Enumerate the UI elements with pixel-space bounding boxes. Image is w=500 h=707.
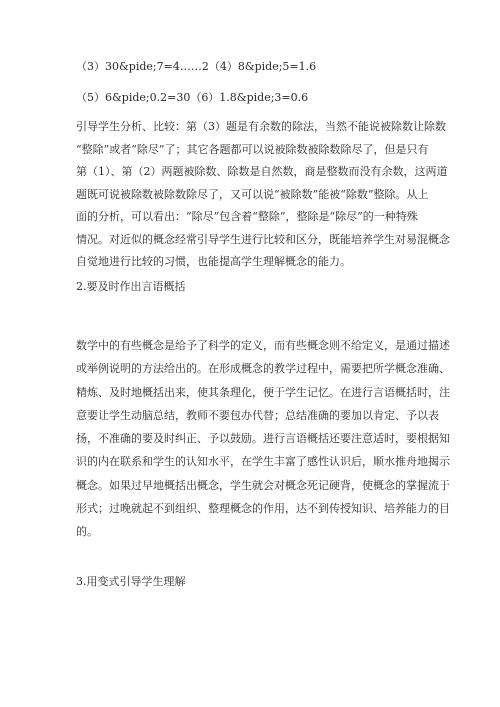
text-line: “整除”或者“除尽”了；其它各题都可以说被除数被除数除尽了，但是只有 bbox=[76, 142, 429, 156]
text-line: 意要让学生动脑总结，教师不要包办代替；总结准确的要加以肯定、予以表 bbox=[76, 408, 439, 422]
text-line: 情况。对近似的概念经常引导学生进行比较和区分，既能培养学生对易混概念 bbox=[76, 232, 450, 246]
text-line: 扬，不准确的要及时纠正、予以鼓励。进行言语概括还要注意适时，要根据知 bbox=[76, 432, 450, 446]
text-line: 面的分析，可以看出：“除尽”包含着“整除”，整除是“除尽”的一种特殊 bbox=[76, 210, 418, 223]
paragraph-analysis bbox=[76, 120, 450, 278]
text-line: 引导学生分析、比较：第（3）题是有余数的除法，当然不能说被除数让除数 bbox=[76, 120, 446, 133]
text-line: 概念。如果过早地概括出概念，学生就会对概念死记硬背，使概念的掌握流于 bbox=[76, 478, 450, 492]
text-line: 自觉地进行比较的习惯，也能提高学生理解概念的能力。 bbox=[76, 255, 351, 268]
section-heading-3: 3.用变式引导学生理解 bbox=[76, 575, 186, 588]
text-line: 形式；过晚就起不到组织、整理概念的作用，达不到传授知识、培养能力的目 bbox=[76, 502, 450, 516]
paragraph-summarization bbox=[76, 339, 450, 549]
text-line: 数学中的有些概念是给予了科学的定义，而有些概念则不给定义，是通过描述 bbox=[76, 339, 450, 352]
text-line: 第（1）、第（2）两题被除数、除数是自然数，商是整数而没有余数，这两道 bbox=[76, 165, 448, 178]
section-heading-2: 2.要及时作出言语概括 bbox=[76, 280, 186, 293]
text-line: 识的内在联系和学生的认知水平，在学生丰富了感性认识后，顺水推舟地揭示 bbox=[76, 455, 450, 469]
text-line: 的。 bbox=[76, 525, 98, 539]
example-line-2: （5）6&pide;0.2=30（6）1.8&pide;3=0.6 bbox=[76, 91, 309, 104]
example-line-1: （3）30&pide;7=4……2（4）8&pide;5=1.6 bbox=[76, 60, 317, 73]
text-line: 或举例说明的方法给出的。在形成概念的教学过程中，需要把所学概念准确、 bbox=[76, 362, 450, 376]
text-line: 题既可说被除数被除数除尽了，又可以说“被除数”能被“除数”整除。从上 bbox=[76, 187, 429, 201]
text-line: 精炼、及时地概括出来，使其条理化，便于学生记忆。在进行言语概括时，注 bbox=[76, 385, 450, 399]
